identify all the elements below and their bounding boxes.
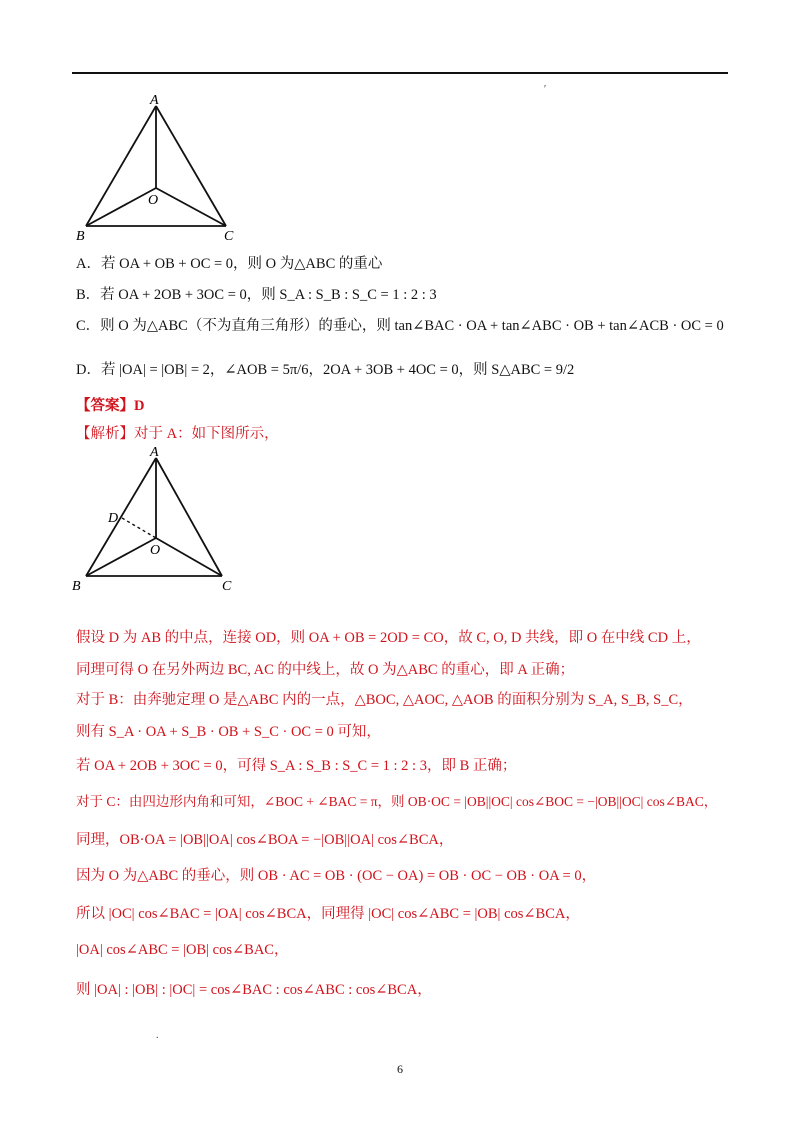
solution-line-6: 对于 C：由四边形内角和可知，∠BOC + ∠BAC = π，则 OB·OC = |OB||OC| cos∠BOC = −|OB||OC| cos∠BAC，	[76, 794, 718, 809]
option-d: D．若 |OA| = |OB| = 2，∠AOB = 5π/6，2OA + 3OB + 4OC = 0，则 S△ABC = 9/2	[76, 362, 575, 378]
option-c: C．则 O 为△ABC（不为直角三角形）的垂心，则 tan∠BAC · OA + tan∠ABC · OB + tan∠ACB · OC = 0	[76, 318, 724, 334]
solution-line-10: |OA| cos∠ABC = |OB| cos∠BAC，	[76, 942, 289, 958]
page-number: 6	[397, 1062, 403, 1076]
solution-line-4: 则有 S_A · OA + S_B · OB + S_C · OC = 0 可知，	[76, 724, 381, 740]
label-B2: B	[72, 579, 81, 592]
solution-line-8: 因为 O 为△ABC 的垂心，则 OB · AC = OB · (OC − OA) = OB · OC − OB · OA = 0，	[76, 868, 597, 884]
label-D2: D	[108, 511, 119, 526]
triangle-figure-1	[76, 92, 246, 242]
option-a: A．若 OA + OB + OC = 0，则 O 为△ABC 的重心	[76, 256, 383, 272]
solution-line-1: 假设 D 为 AB 的中点，连接 OD，则 OA + OB = 2OD = CO，故 C, O, D 共线，即 O 在中线 CD 上，	[76, 630, 701, 646]
label-C2: C	[222, 579, 232, 592]
stray-dot: .	[156, 1030, 159, 1041]
solution-line-9: 所以 |OC| cos∠BAC = |OA| cos∠BCA，同理得 |OC| cos∠ABC = |OB| cos∠BCA，	[76, 906, 580, 922]
label-B: B	[76, 229, 85, 242]
analysis-intro: 【解析】对于 A：如下图所示，	[76, 426, 279, 442]
label-A: A	[150, 93, 159, 108]
solution-line-2: 同理可得 O 在另外两边 BC, AC 的中线上，故 O 为△ABC 的重心，即 A 正确；	[76, 662, 575, 678]
solution-line-7: 同理，OB·OA = |OB||OA| cos∠BOA = −|OB||OA| cos∠BCA，	[76, 832, 454, 848]
label-O: O	[148, 193, 159, 208]
label-C: C	[224, 229, 234, 242]
header-rule	[72, 72, 728, 74]
label-A2: A	[150, 445, 159, 460]
label-O2: O	[150, 543, 161, 558]
solution-line-3: 对于 B：由奔驰定理 O 是△ABC 内的一点，△BOC, △AOC, △AOB 的面积分别为 S_A, S_B, S_C，	[76, 692, 693, 708]
solution-line-5: 若 OA + 2OB + 3OC = 0，可得 S_A : S_B : S_C = 1 : 2 : 3，即 B 正确；	[76, 758, 517, 774]
answer-label: 【答案】D	[76, 398, 145, 414]
stray-mark: ′	[544, 84, 547, 95]
triangle-figure-2	[70, 444, 240, 592]
option-b: B．若 OA + 2OB + 3OC = 0，则 S_A : S_B : S_C = 1 : 2 : 3	[76, 287, 437, 303]
solution-line-11: 则 |OA| : |OB| : |OC| = cos∠BAC : cos∠ABC : cos∠BCA，	[76, 982, 432, 998]
